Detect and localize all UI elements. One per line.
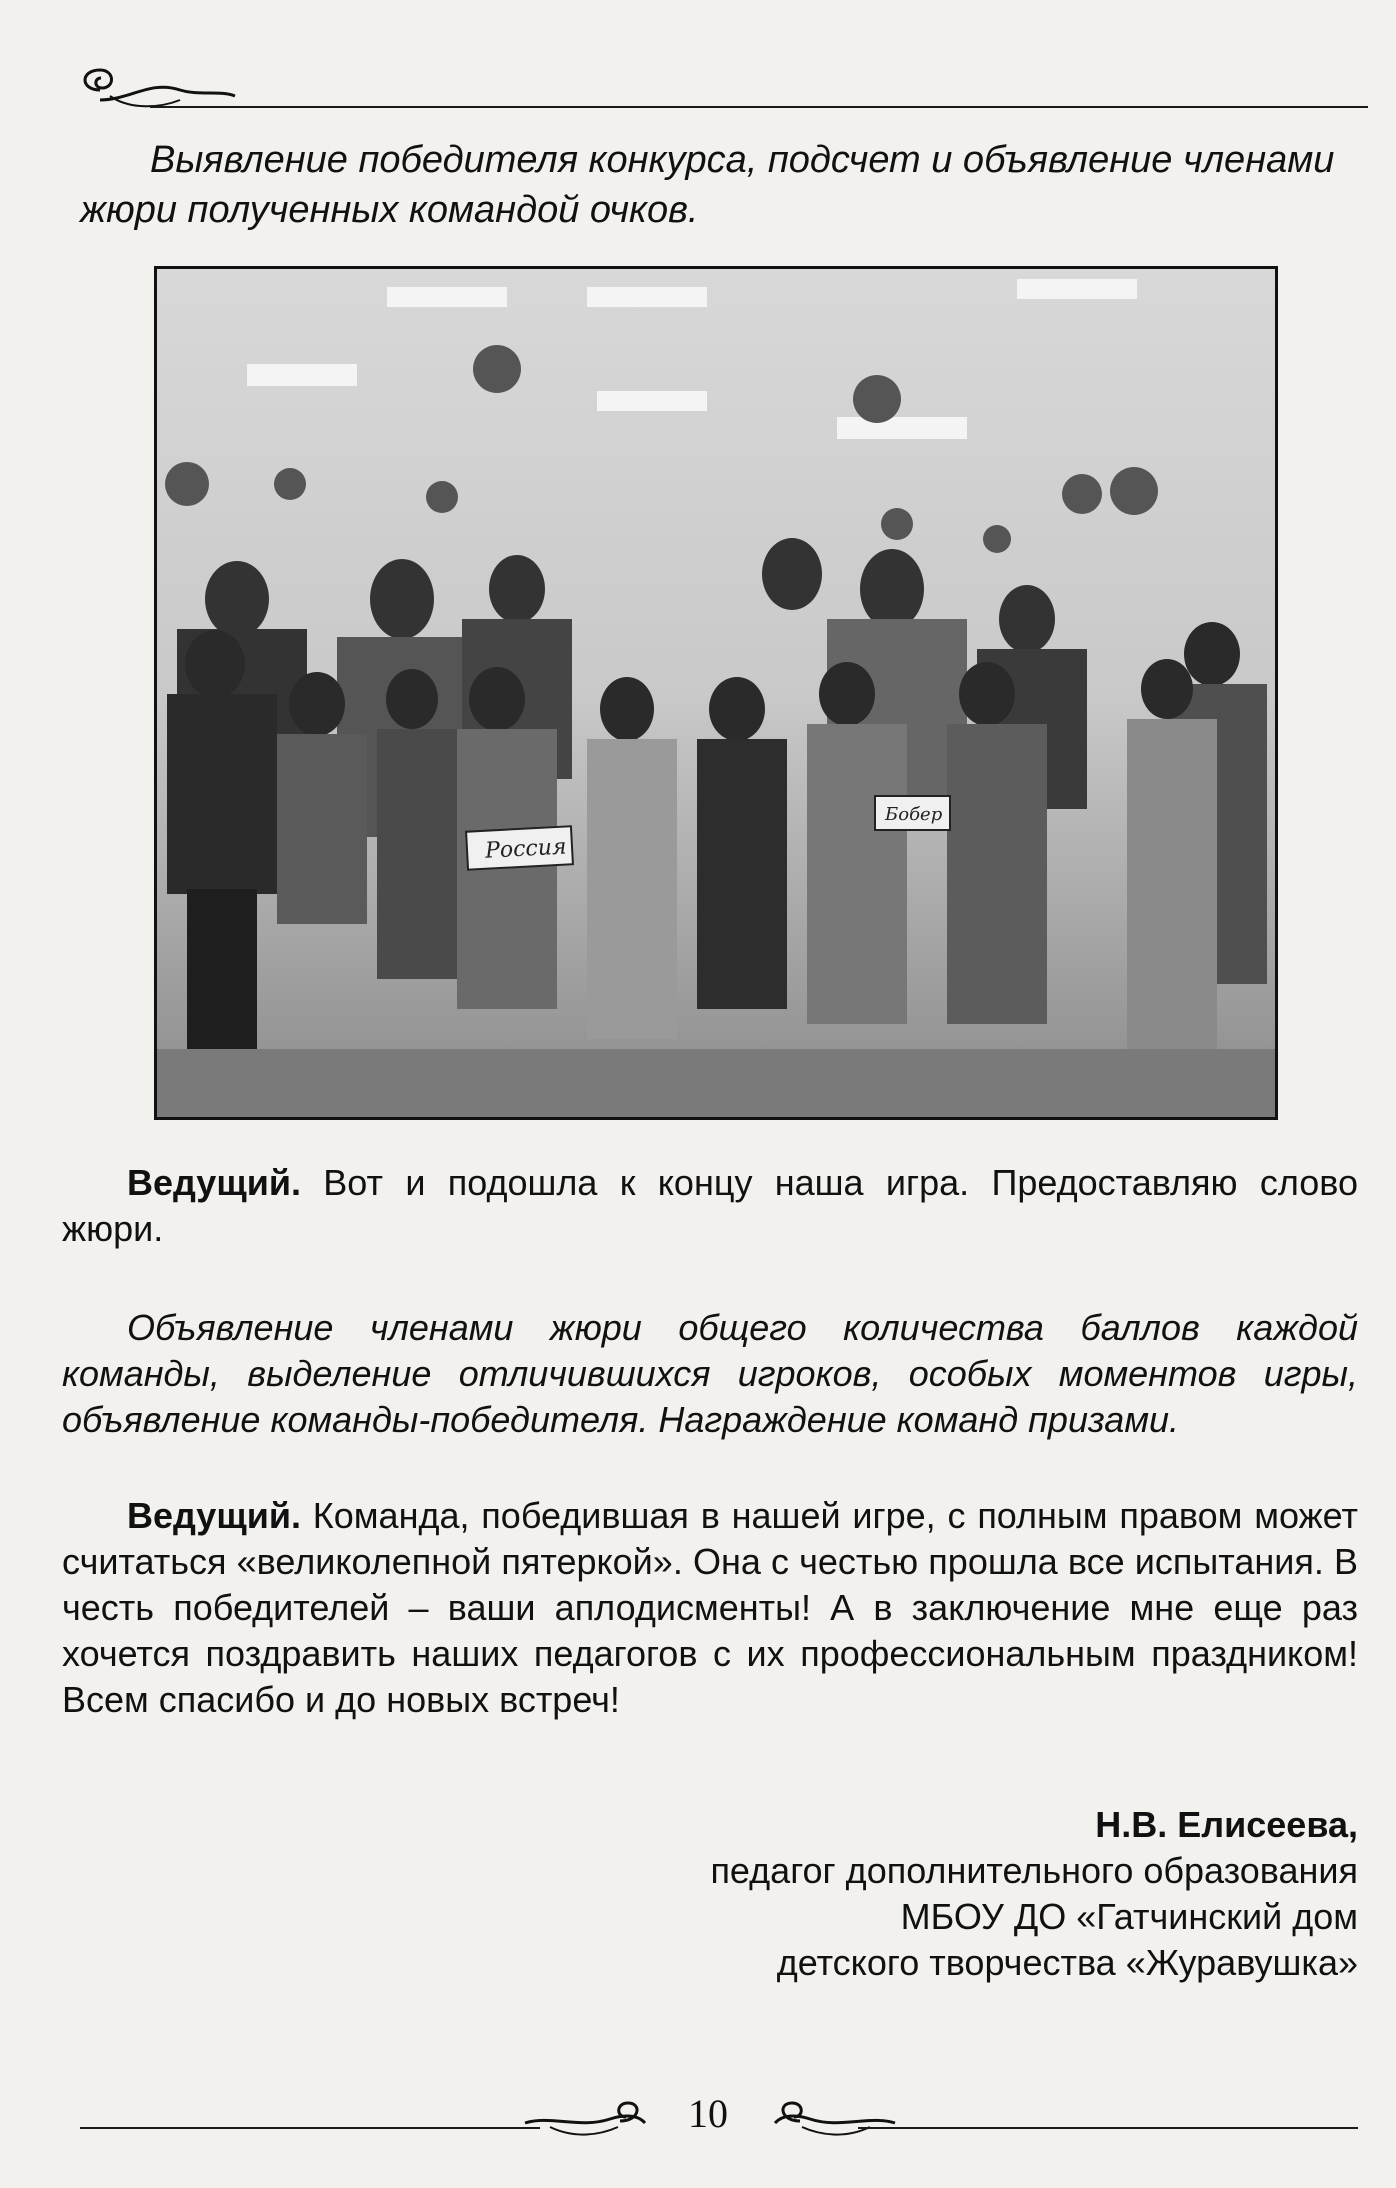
sign-russia: Россия: [484, 834, 568, 864]
author-name: Н.В. Елисеева,: [1095, 1804, 1358, 1845]
footer-rule-left: [80, 2127, 540, 2129]
paragraph-text: Команда, победившая в нашей игре, с полным правом может считаться «великолепной пятеркой». Она с честью прошла все испытания. В честь победителей – ваши аплодисменты! А в заключение мне еще раз хочется поздравить наших педагогов с их профессиональным праздником! Всем спасибо и до новых встреч!: [62, 1495, 1358, 1720]
flourish-ornament-icon: [520, 2095, 650, 2145]
page-number: 10: [688, 2091, 728, 2136]
host-paragraph-1: [62, 1160, 1358, 1252]
flourish-ornament-icon: [770, 2095, 900, 2145]
group-photo: [154, 266, 1278, 1120]
sign-bober: Бобер: [885, 804, 943, 825]
header-rule: [150, 106, 1368, 108]
author-org-line-1: МБОУ ДО «Гатчинский дом: [900, 1896, 1358, 1937]
speaker-label: Ведущий.: [127, 1162, 301, 1203]
speaker-label: Ведущий.: [127, 1495, 301, 1536]
paragraph-text: Вот и подошла к концу наша игра. Предоставляю слово жюри.: [62, 1162, 1358, 1249]
host-paragraph-2: [62, 1493, 1358, 1723]
author-signature: [710, 1802, 1358, 1986]
flourish-ornament-icon: [70, 60, 240, 120]
jury-announcement-paragraph: Объявление членами жюри общего количества баллов каждой команды, выделение отличившихся игроков, особых моментов игры, объявление команды-победителя. Награждение команд призами.: [62, 1307, 1358, 1440]
intro-text: Выявление победителя конкурса, подсчет и объявление членами жюри полученных командой очков.: [80, 139, 1335, 231]
author-position: педагог дополнительного образования: [710, 1850, 1358, 1891]
footer-rule-right: [858, 2127, 1358, 2129]
author-org-line-2: детского творчества «Журавушка»: [776, 1942, 1358, 1983]
